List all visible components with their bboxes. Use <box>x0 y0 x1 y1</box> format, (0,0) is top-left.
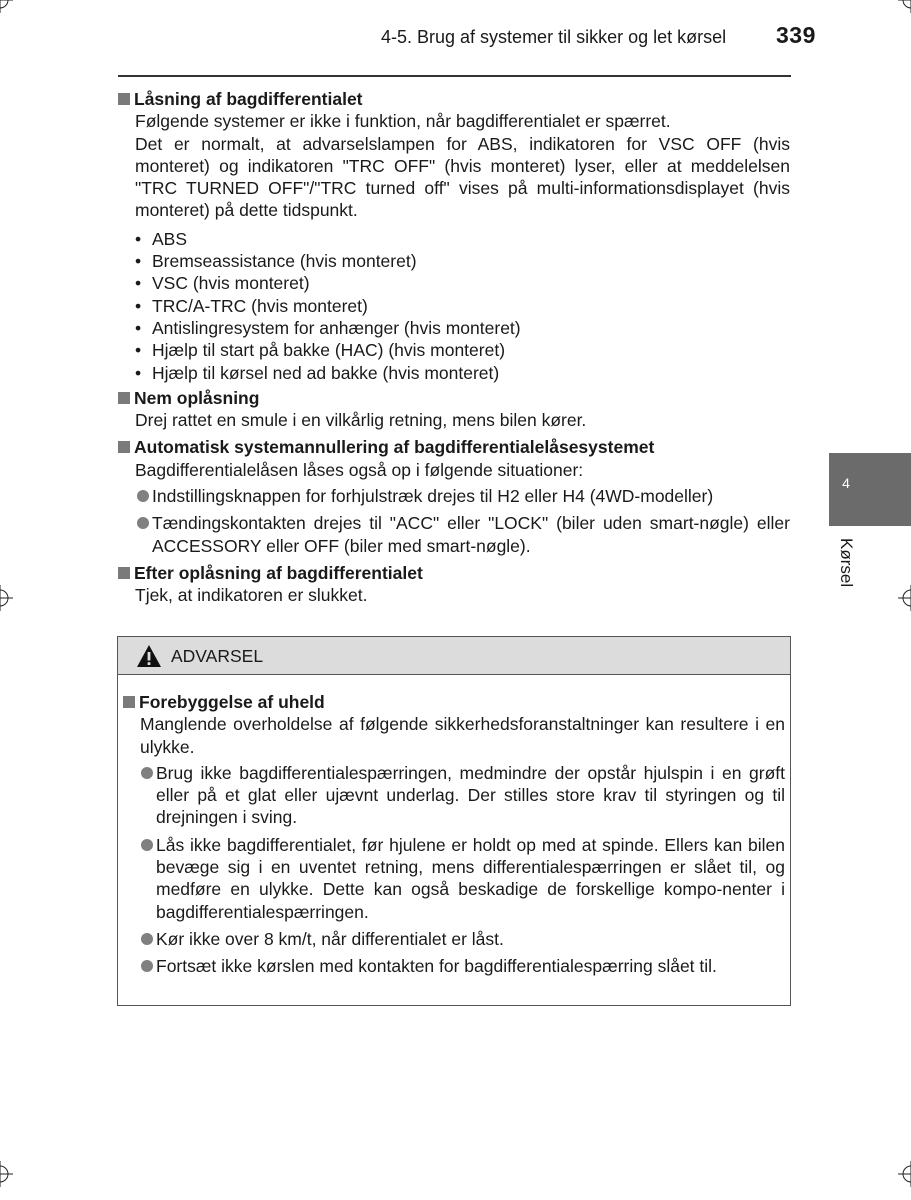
list-item: Kør ikke over 8 km/t, når differentialet er låst. <box>139 928 785 950</box>
page-number: 339 <box>776 22 816 48</box>
paragraph: Drej rattet en smule i en vilkårlig retning, mens bilen kører. <box>135 410 587 431</box>
list-item: Indstillingsknappen for forhjulstræk drejes til H2 eller H4 (4WD-modeller) <box>135 485 790 507</box>
bullet-icon: • <box>135 273 142 294</box>
paragraph: Bagdifferentialelåsen låses også op i følgende situationer: <box>135 459 584 480</box>
circle-bullet-icon <box>137 517 149 529</box>
dot-list <box>118 485 790 557</box>
header-divider <box>118 75 791 77</box>
bullet-icon: • <box>135 340 142 361</box>
paragraph: Det er normalt, at advarselslampen for ABS, indikatoren for VSC OFF (hvis monteret) og indikatoren "TRC OFF" (hvis monteret) lyser, eller at meddelelsen "TRC TURNED OFF"/"TRC turned off" vises på multi-informationsdisplayet (hvis monteret) på dette tidspunkt. <box>135 133 790 221</box>
square-marker-icon <box>118 93 130 105</box>
section-heading: Forebyggelse af uheld <box>123 691 785 713</box>
warning-triangle-icon <box>136 644 162 668</box>
square-marker-icon <box>118 567 130 579</box>
square-marker-icon <box>118 441 130 453</box>
list-item: Lås ikke bagdifferentialet, før hjulene er holdt op med at spinde. Ellers kan bilen bevæge sig i en uventet retning, mens differentialespærringen er slået til, og medføre en ulykke. Dette kan også beskadige de forskellige kompo-nenter i bagdifferentialespærringen. <box>139 834 785 923</box>
list-item: • ABS <box>135 228 188 249</box>
list-item: • TRC/A-TRC (hvis monteret) <box>135 295 368 316</box>
circle-bullet-icon <box>141 767 153 779</box>
circle-bullet-icon <box>141 960 153 972</box>
bullet-icon: • <box>135 295 142 316</box>
registration-mark-icon <box>898 1161 911 1187</box>
registration-mark-icon <box>0 0 13 13</box>
bullet-list <box>118 228 790 384</box>
circle-bullet-icon <box>141 839 153 851</box>
bullet-icon: • <box>135 317 142 338</box>
bullet-icon: • <box>135 251 142 272</box>
running-header: 4-5. Brug af systemer til sikker og let kørsel <box>381 27 727 47</box>
section-heading: Automatisk systemannullering af bagdifferentialelåsesystemet <box>118 436 790 458</box>
registration-mark-icon <box>0 1161 13 1187</box>
square-marker-icon <box>123 696 135 708</box>
circle-bullet-icon <box>141 933 153 945</box>
list-item: • VSC (hvis monteret) <box>135 273 310 294</box>
main-content <box>118 85 790 607</box>
warning-body <box>123 688 785 983</box>
warning-label: ADVARSEL <box>171 646 264 666</box>
list-item: • Bremseassistance (hvis monteret) <box>135 251 417 272</box>
section-heading: Låsning af bagdifferentialet <box>118 88 790 110</box>
list-item: • Antislingresystem for anhænger (hvis monteret) <box>135 317 521 338</box>
square-marker-icon <box>118 392 130 404</box>
warning-box <box>117 636 791 1006</box>
paragraph: Tjek, at indikatoren er slukket. <box>135 585 368 606</box>
paragraph: Følgende systemer er ikke i funktion, når bagdifferentialet er spærret. <box>135 111 671 132</box>
registration-mark-icon <box>0 585 13 611</box>
registration-mark-icon <box>898 0 911 13</box>
list-item: • Hjælp til kørsel ned ad bakke (hvis monteret) <box>135 362 500 383</box>
section-heading: Efter oplåsning af bagdifferentialet <box>118 562 790 584</box>
dot-list <box>123 762 785 978</box>
registration-mark-icon <box>898 585 911 611</box>
bullet-icon: • <box>135 228 142 249</box>
bullet-icon: • <box>135 362 142 383</box>
list-item: Tændingskontakten drejes til "ACC" eller "LOCK" (biler uden smart-nøgle) eller ACCESSORY eller OFF (biler med smart-nøgle). <box>135 512 790 557</box>
chapter-tab <box>829 453 911 526</box>
paragraph: Manglende overholdelse af følgende sikkerhedsforanstaltninger kan resultere i en ulykke. <box>140 714 785 757</box>
chapter-label: Kørsel <box>837 538 856 588</box>
chapter-number: 4 <box>842 475 850 491</box>
list-item: Fortsæt ikke kørslen med kontakten for bagdifferentialespærring slået til. <box>139 955 785 977</box>
warning-header <box>118 637 790 675</box>
section-heading: Nem oplåsning <box>118 387 790 409</box>
list-item: • Hjælp til start på bakke (HAC) (hvis monteret) <box>135 340 506 361</box>
list-item: Brug ikke bagdifferentialespærringen, medmindre der opstår hjulspin i en grøft eller på et glat eller ujævnt underlag. Der stilles store krav til styringen og til drejningen i sving. <box>139 762 785 829</box>
circle-bullet-icon <box>137 490 149 502</box>
